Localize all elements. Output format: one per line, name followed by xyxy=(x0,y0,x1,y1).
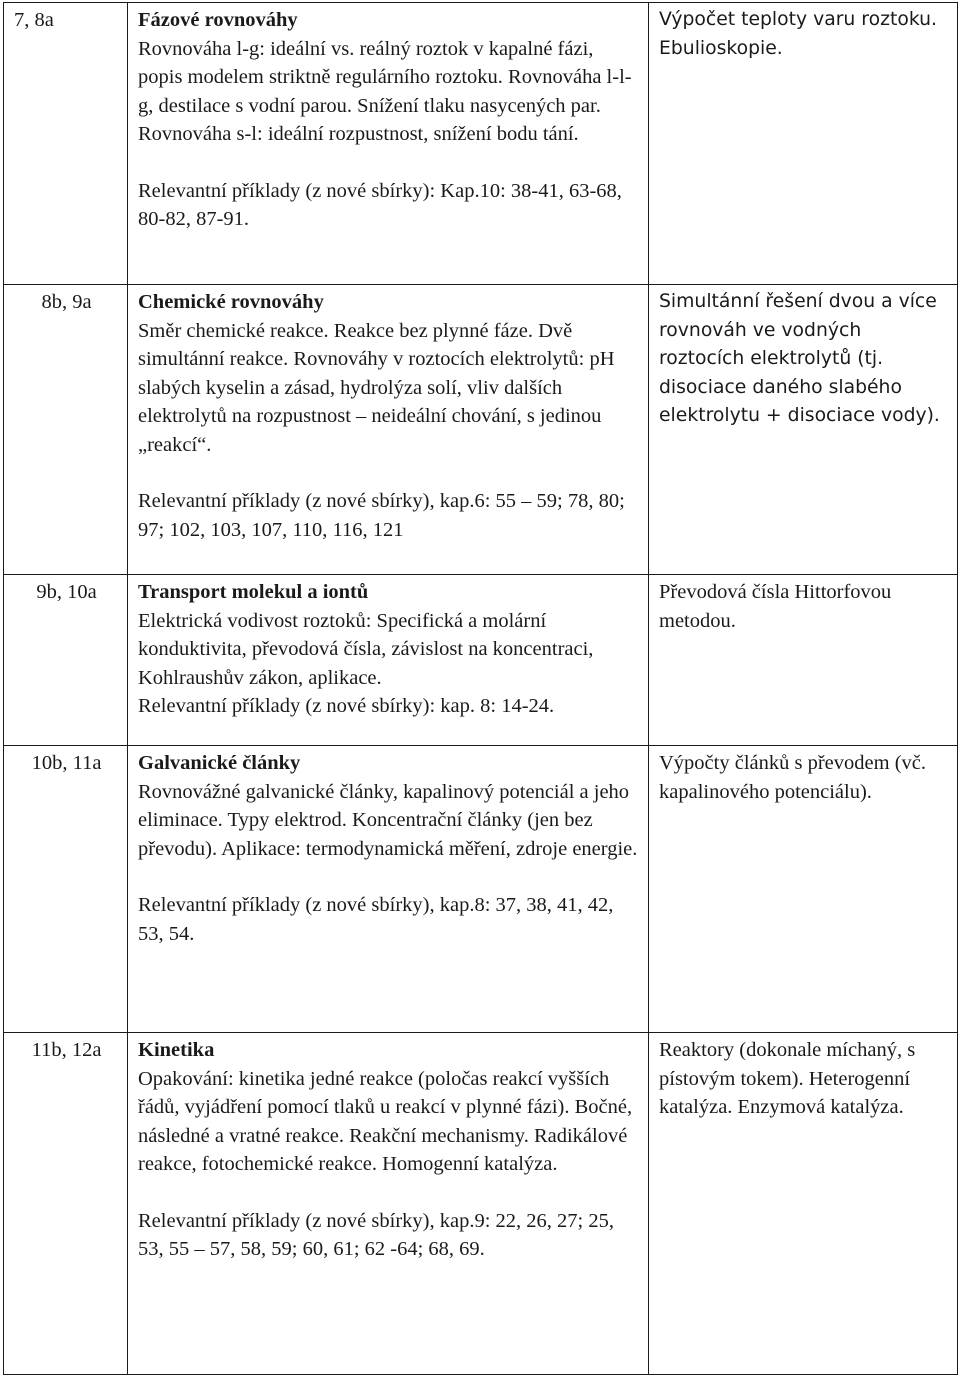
week-cell xyxy=(4,1033,128,1375)
exercise-text: Simultánní řešení dvou a více rovnováh ve vodných roztocích elektrolytů (tj. disociace daného slabého elektrolytu + disociace vody). xyxy=(659,291,940,426)
table-row xyxy=(4,1033,958,1375)
topic-title: Galvanické články xyxy=(138,752,301,774)
topic-examples: Relevantní příklady (z nové sbírky), kap.8: 37, 38, 41, 42, 53, 54. xyxy=(138,894,614,945)
week-label: 11b, 12a xyxy=(31,1039,102,1061)
table-row xyxy=(4,746,958,1033)
topic-title: Kinetika xyxy=(138,1039,215,1061)
syllabus-table xyxy=(3,2,958,1375)
topic-cell xyxy=(128,746,649,1033)
topic-cell xyxy=(128,1033,649,1375)
exercise-cell xyxy=(649,575,958,746)
exercise-cell xyxy=(649,3,958,285)
topic-examples: Relevantní příklady (z nové sbírky), kap.6: 55 – 59; 78, 80; 97; 102, 103, 107, 110, 116, 121 xyxy=(138,490,625,541)
table-row xyxy=(4,285,958,575)
topic-title: Chemické rovnováhy xyxy=(138,291,324,313)
exercise-text: Reaktory (dokonale míchaný, s pístovým tokem). Heterogenní katalýza. Enzymová katalýza. xyxy=(659,1039,916,1118)
topic-body: Směr chemické reakce. Reakce bez plynné fáze. Dvě simultánní reakce. Rovnováhy v roztocích elektrolytů: pH slabých kyselin a zásad, hydrolýza solí, vliv dalších elektrolytů na rozpustnost – neideální chování, s jedinou „reakcí“. xyxy=(138,319,615,456)
topic-cell xyxy=(128,3,649,285)
topic-cell xyxy=(128,575,649,746)
week-label: 8b, 9a xyxy=(41,291,92,313)
topic-examples: Relevantní příklady (z nové sbírky): kap. 8: 14-24. xyxy=(138,695,555,717)
topic-body: Opakování: kinetika jedné reakce (poločas reakcí vyšších řádů, vyjádření pomocí tlaků u reakcí v plynné fázi). Bočné, následné a vratné reakce. Reakční mechanismy. Radikálové reakce, fotochemické reakce. Homogenní katalýza. xyxy=(138,1067,633,1175)
exercise-text: Převodová čísla Hittorfovou metodou. xyxy=(659,581,892,632)
topic-body: Elektrická vodivost roztoků: Specifická a molární konduktivita, převodová čísla, závislost na koncentraci, Kohlraushův zákon, aplikace. xyxy=(138,609,594,689)
week-cell xyxy=(4,746,128,1033)
topic-examples: Relevantní příklady (z nové sbírky): Kap.10: 38-41, 63-68, 80-82, 87-91. xyxy=(138,179,622,230)
week-label: 9b, 10a xyxy=(36,581,97,603)
exercise-text: Výpočty článků s převodem (vč. kapalinového potenciálu). xyxy=(659,752,926,803)
table-row xyxy=(4,575,958,746)
week-label: 10b, 11a xyxy=(31,752,102,774)
table-row xyxy=(4,3,958,285)
topic-examples: Relevantní příklady (z nové sbírky), kap.9: 22, 26, 27; 25, 53, 55 – 57, 58, 59; 60, 61; 62 -64; 68, 69. xyxy=(138,1209,614,1260)
week-label: 7, 8a xyxy=(14,9,54,31)
topic-body: Rovnováha l-g: ideální vs. reálný roztok v kapalné fázi, popis modelem striktně regulárního roztoku. Rovnováha l-l-g, destilace s vodní parou. Snížení tlaku nasycených par. Rovnováha s-l: ideální rozpustnost, snížení bodu tání. xyxy=(138,37,632,145)
exercise-cell xyxy=(649,1033,958,1375)
exercise-text: Výpočet teploty varu roztoku. Ebulioskopie. xyxy=(659,9,937,59)
topic-title: Fázové rovnováhy xyxy=(138,9,298,31)
week-cell xyxy=(4,575,128,746)
week-cell xyxy=(4,3,128,285)
topic-cell xyxy=(128,285,649,575)
exercise-cell xyxy=(649,746,958,1033)
exercise-cell xyxy=(649,285,958,575)
topic-title: Transport molekul a iontů xyxy=(138,581,369,603)
week-cell xyxy=(4,285,128,575)
topic-body: Rovnovážné galvanické články, kapalinový potenciál a jeho eliminace. Typy elektrod. Koncentrační články (jen bez převodu). Aplikace: termodynamická měření, zdroje energie. xyxy=(138,780,638,860)
